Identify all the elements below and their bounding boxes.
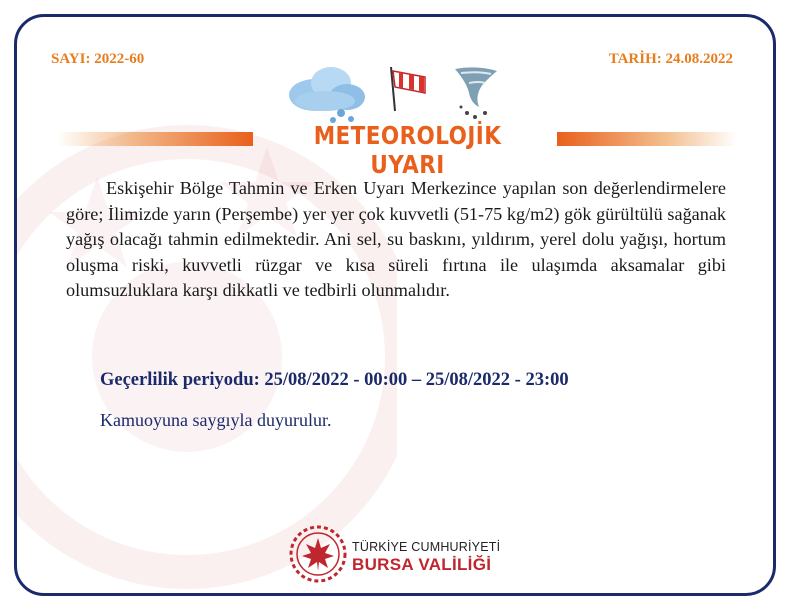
warning-paragraph: Eskişehir Bölge Tahmin ve Erken Uyarı Merkezince yapılan son değerlendirmelere göre; İlimizde yarın (Perşembe) yer yer çok kuvvetli (51-75 kg/m2) gök gürültülü sağanak yağış olacağı tahmin edilmektedir. Ani sel, su baskını, yıldırım, yerel dolu yağışı, hortum oluşma riski, kuvvetli rüzgar ve kısa süreli fırtına ile ulaşımda aksamalar gibi olumsuzluklara karşı dikkatli ve tedbirli olunmalıdır. bbox=[66, 178, 726, 300]
page-title: METEOROLOJİK UYARI bbox=[313, 121, 502, 179]
rain-cloud-icon bbox=[289, 67, 365, 123]
weather-icons bbox=[285, 47, 515, 127]
bursa-valiligi-logo bbox=[288, 524, 548, 590]
document-number: SAYI: 2022-60 bbox=[51, 51, 145, 67]
logo-line-governorship: BURSA VALİLİĞİ bbox=[352, 555, 492, 574]
document-date: TARİH: 24.08.2022 bbox=[608, 51, 733, 67]
notice-frame bbox=[14, 14, 776, 596]
title-row bbox=[57, 121, 757, 179]
emblem-icon bbox=[288, 524, 348, 584]
validity-period: Geçerlilik periyodu: 25/08/2022 - 00:00 – 25/08/2022 - 23:00 bbox=[100, 370, 569, 390]
windsock-icon bbox=[391, 67, 425, 111]
logo-line-republic: TÜRKİYE CUMHURİYETİ bbox=[352, 540, 501, 554]
closing-line: Kamuoyuna saygıyla duyurulur. bbox=[100, 410, 332, 430]
tornado-icon bbox=[455, 67, 497, 119]
title-bar-left bbox=[57, 132, 253, 146]
title-bar-right bbox=[557, 132, 737, 146]
